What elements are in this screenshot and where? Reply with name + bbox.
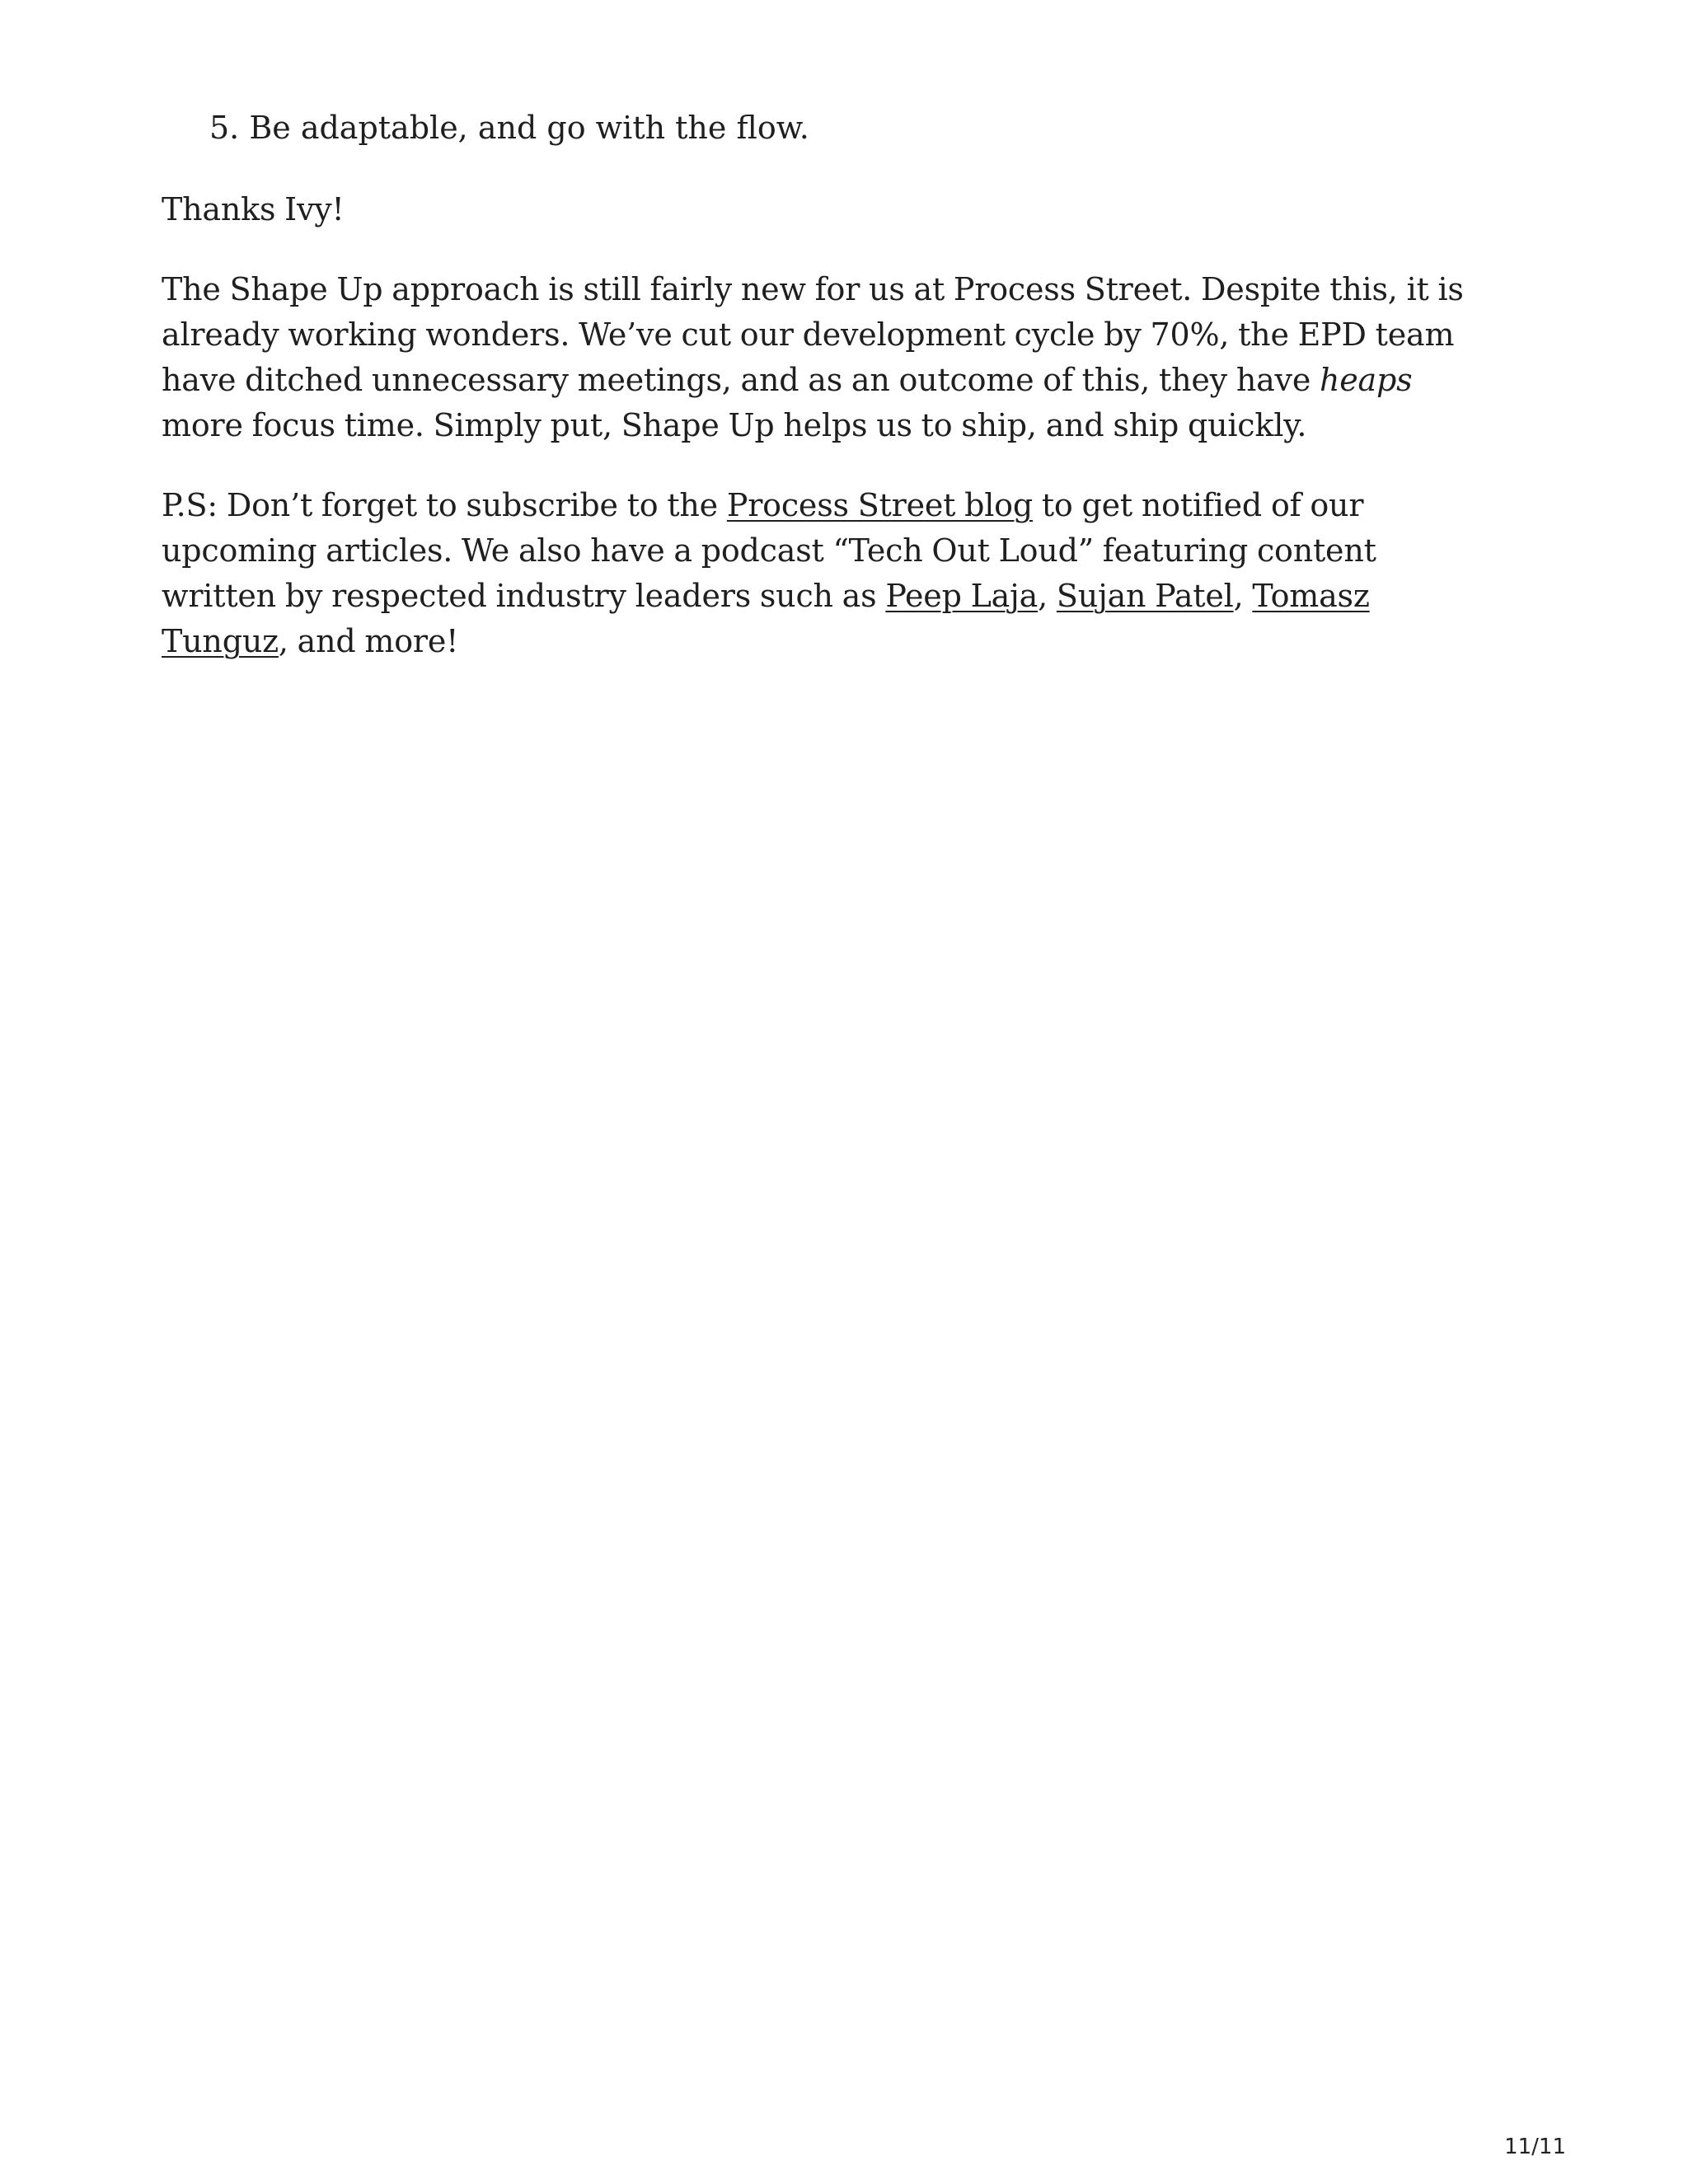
article-body: [162, 105, 1497, 699]
paragraph-text: The Shape Up approach is still fairly new for us at Process Street. Despite this, it is already working wonders. We’ve cut our development cycle by 70%, the EPD team have ditched unnecessary meetings, and as an outcome of this, they have: [162, 271, 1464, 398]
paragraph-text: , and more!: [278, 623, 459, 659]
shape-up-paragraph: [162, 267, 1497, 448]
thanks-paragraph: Thanks Ivy!: [162, 191, 345, 227]
separator-text: ,: [1038, 578, 1057, 614]
paragraph-text: more focus time. Simply put, Shape Up helps us to ship, and ship quickly.: [162, 407, 1307, 443]
peep-laja-link[interactable]: Peep Laja: [885, 578, 1039, 614]
list-item: 5. Be adaptable, and go with the flow.: [209, 110, 809, 146]
separator-text: ,: [1233, 578, 1253, 614]
process-street-blog-link[interactable]: Process Street blog: [726, 487, 1033, 523]
paragraph-text: P.S: Don’t forget to subscribe to the: [162, 487, 727, 523]
paragraph-text: to get notified of our upcoming articles. We also have a podcast “Tech Out Loud” featuring content written by respected industry leaders such as: [162, 487, 1376, 614]
emphasis-text: heaps: [1319, 362, 1413, 398]
tomasz-tunguz-link[interactable]: Tomasz Tunguz: [162, 578, 1370, 659]
ps-paragraph: [162, 483, 1497, 664]
page-number: 11/11: [1504, 2135, 1566, 2159]
sujan-patel-link[interactable]: Sujan Patel: [1056, 578, 1234, 614]
